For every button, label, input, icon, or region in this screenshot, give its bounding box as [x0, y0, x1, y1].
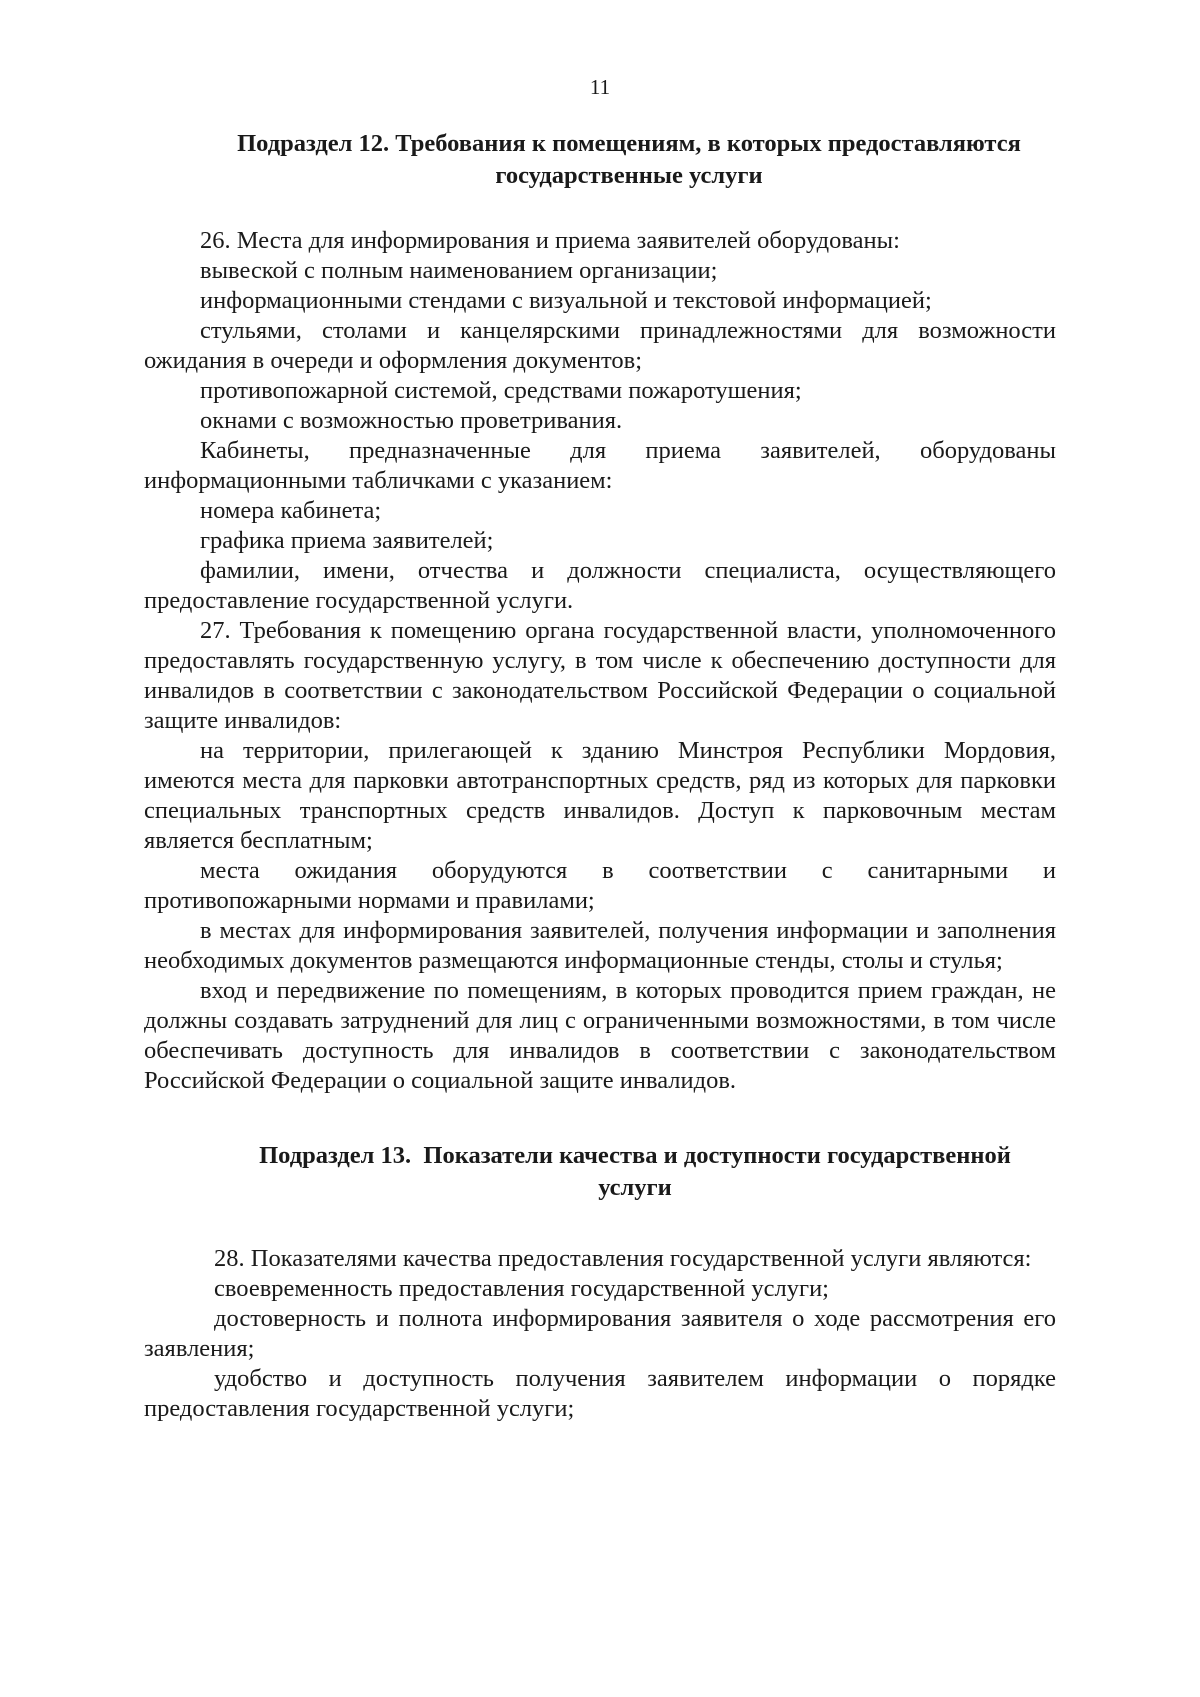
section-13-paragraphs [144, 1244, 1056, 1424]
paragraph: удобство и доступность получения заявителем информации о порядке предоставления государственной услуги; [144, 1365, 1056, 1422]
paragraph: 27. Требования к помещению органа государственной власти, уполномоченного предоставлять государственную услугу, в том числе к обеспечению доступности для инвалидов в соответствии с законодательством Российской Федерации о социальной защите инвалидов: [144, 617, 1056, 734]
paragraph: на территории, прилегающей к зданию Минстроя Республики Мордовия, имеются места для парковки автотранспортных средств, ряд из которых для парковки специальных транспортных средств инвалидов. Доступ к парковочным местам является бесплатным; [144, 737, 1056, 854]
paragraph: графика приема заявителей; [200, 527, 494, 554]
paragraph: стульями, столами и канцелярскими принадлежностями для возможности ожидания в очереди и оформления документов; [144, 317, 1056, 374]
section-12-heading-line-1: Подраздел 12. Требования к помещениям, в которых предоставляются [237, 130, 1021, 157]
page-number: 11 [589, 75, 611, 99]
section-13-heading-line-1: Подраздел 13. Показатели качества и доступности государственной [259, 1142, 1011, 1169]
section-12-paragraphs [144, 226, 1056, 1096]
paragraph: места ожидания оборудуются в соответствии с санитарными и противопожарными нормами и правилами; [144, 857, 1056, 914]
paragraph: информационными стендами с визуальной и текстовой информацией; [200, 287, 932, 314]
paragraph: достоверность и полнота информирования заявителя о ходе рассмотрения его заявления; [144, 1305, 1056, 1362]
paragraph: окнами с возможностью проветривания. [200, 407, 623, 434]
paragraph: вход и передвижение по помещениям, в которых проводится прием граждан, не должны создавать затруднений для лиц с ограниченными возможностями, в том числе обеспечивать доступность для инвалидов в соответствии с законодательством Российской Федерации о социальной защите инвалидов. [144, 977, 1056, 1094]
section-13-heading [144, 1140, 1056, 1204]
section-13-heading-line-2: услуги [598, 1174, 672, 1201]
section-12-heading [144, 128, 1056, 192]
paragraph: своевременность предоставления государственной услуги; [214, 1275, 829, 1302]
document-body [144, 128, 1056, 1424]
paragraph: вывеской с полным наименованием организации; [200, 257, 718, 284]
paragraph: противопожарной системой, средствами пожаротушения; [200, 377, 802, 404]
paragraph: Кабинеты, предназначенные для приема заявителей, оборудованы информационными табличками с указанием: [144, 437, 1056, 494]
paragraph: фамилии, имени, отчества и должности специалиста, осуществляющего предоставление государственной услуги. [144, 557, 1056, 614]
section-12-heading-line-2: государственные услуги [495, 162, 763, 189]
paragraph: 26. Места для информирования и приема заявителей оборудованы: [200, 227, 900, 254]
paragraph: в местах для информирования заявителей, получения информации и заполнения необходимых документов размещаются информационные стенды, столы и стулья; [144, 917, 1056, 974]
paragraph: номера кабинета; [200, 497, 382, 524]
paragraph: 28. Показателями качества предоставления государственной услуги являются: [214, 1245, 1032, 1272]
